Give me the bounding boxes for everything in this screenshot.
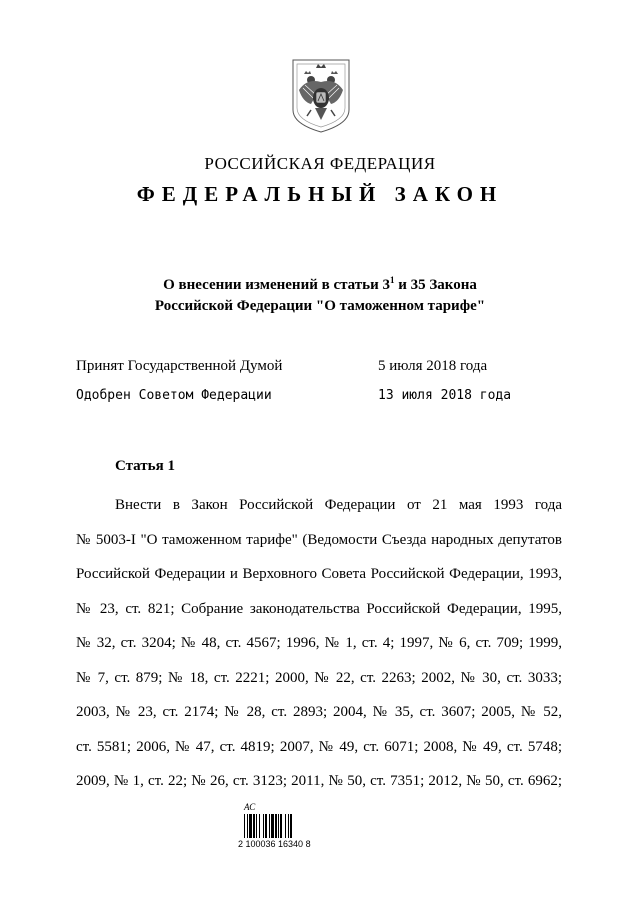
barcode-number: 2 100036 16340 8 xyxy=(238,839,311,849)
law-title-line-1: О внесении изменений в статьи $3^1$ и 35 Закона xyxy=(163,275,477,293)
approval-date: 13 июля 2018 года xyxy=(378,388,512,403)
article-line: № 23, ст. 821; Собрание законодательства Российской Федерации, 1995, xyxy=(76,600,562,617)
coat-of-arms-emblem xyxy=(289,58,353,134)
article-line: № 32, ст. 3204; № 48, ст. 4567; 1996, № 1, ст. 4; 1997, № 6, ст. 709; 1999, xyxy=(76,635,562,651)
article-body xyxy=(76,488,562,799)
barcode-icon xyxy=(244,814,304,838)
law-title-line-2: Российской Федерации "О таможенном тарифе" xyxy=(154,298,486,314)
article-line: Внести в Закон Российской Федерации от 21 мая 1993 года xyxy=(115,497,562,513)
adoption-date: 5 июля 2018 года xyxy=(378,358,488,374)
document-type: ФЕДЕРАЛЬНЫЙ ЗАКОН xyxy=(136,182,504,206)
country-name: РОССИЙСКАЯ ФЕДЕРАЦИЯ xyxy=(204,154,436,173)
law-title xyxy=(0,270,640,317)
article-line: № 5003-I "О таможенном тарифе" (Ведомости Съезда народных депутатов xyxy=(76,531,562,548)
article-line: 2003, № 23, ст. 2174; № 28, ст. 2893; 2004, № 35, ст. 3607; 2005, № 52, xyxy=(76,704,562,720)
barcode-block xyxy=(238,802,318,852)
article-line: 2009, № 1, ст. 22; № 26, ст. 3123; 2011, № 50, ст. 7351; 2012, № 50, ст. 6962; xyxy=(76,773,562,789)
adoption-label: Принят Государственной Думой xyxy=(76,358,283,374)
article-heading: Статья 1 xyxy=(115,458,175,474)
approval-label: Одобрен Советом Федерации xyxy=(76,388,272,403)
article-line: ст. 5581; 2006, № 47, ст. 4819; 2007, № 49, ст. 6071; 2008, № 49, ст. 5748; xyxy=(76,738,562,755)
article-line: Российской Федерации и Верховного Совета Российской Федерации, 1993, xyxy=(76,566,562,582)
article-line: № 7, ст. 879; № 18, ст. 2221; 2000, № 22, ст. 2263; 2002, № 30, ст. 3033; xyxy=(76,669,562,686)
signature-mark: АС xyxy=(244,802,256,812)
